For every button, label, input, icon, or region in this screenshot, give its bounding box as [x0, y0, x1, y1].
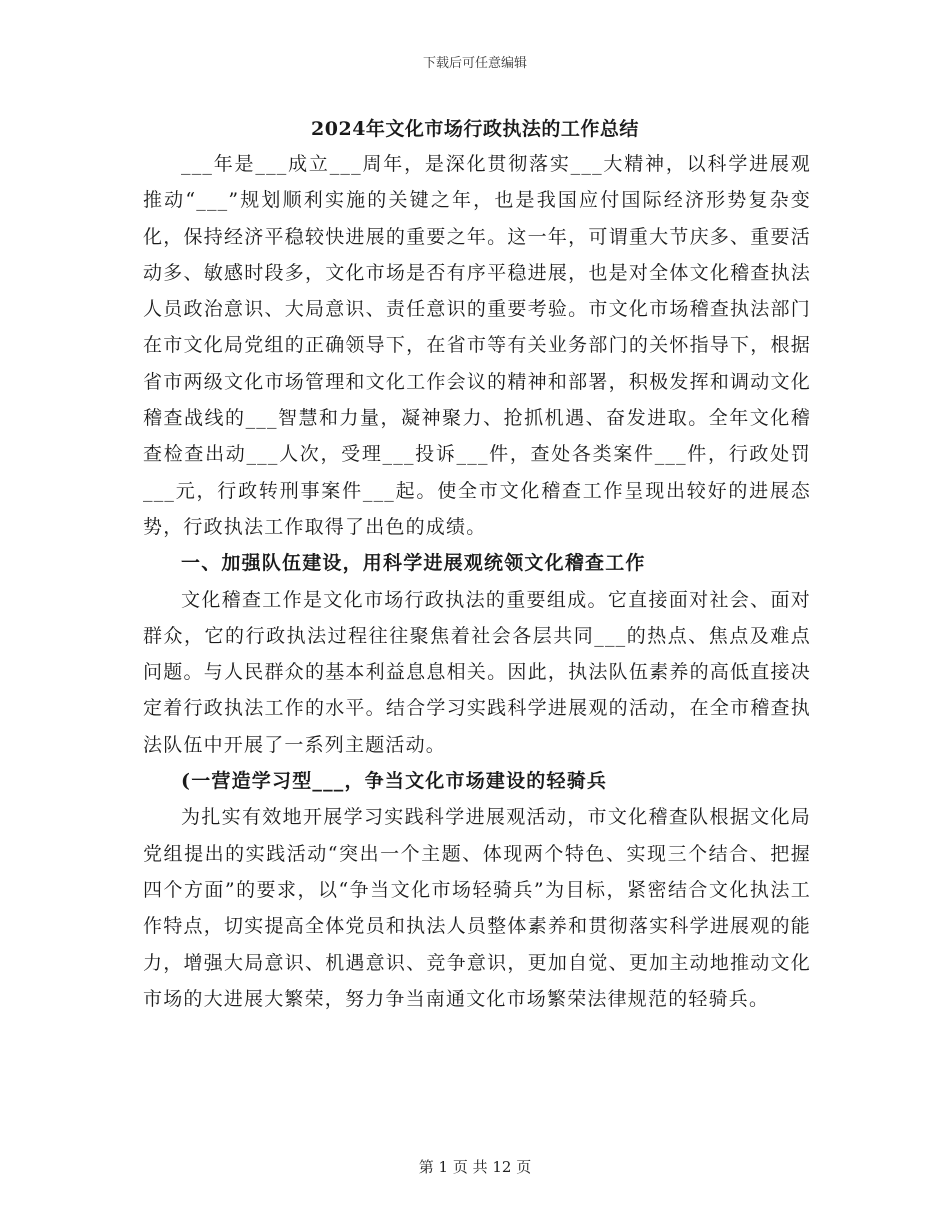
section-1-paragraph: 文化稽查工作是文化市场行政执法的重要组成。它直接面对社会、面对群众，它的行政执法过程往往聚焦着社会各层共同___的热点、焦点及难点问题。与人民群众的基本利益息息相关。因此，执法队伍素养的高低直接决定着行政执法工作的水平。结合学习实践科学进展观的活动，在全市稽查执法队伍中开展了一系列主题活动。 [143, 588, 811, 756]
document-title: 2024年文化市场行政执法的工作总结 [311, 118, 639, 140]
subsection-heading-1: (一营造学习型___，争当文化市场建设的轻骑兵 [181, 770, 608, 793]
subsection-1-paragraph: 为扎实有效地开展学习实践科学进展观活动，市文化稽查队根据文化局党组提出的实践活动“突出一个主题、体现两个特色、实现三个结合、把握四个方面”的要求，以“争当文化市场轻骑兵”为目标，紧密结合文化执法工作特点，切实提高全体党员和执法人员整体素养和贯彻落实科学进展观的能力，增强大局意识、机遇意识、竞争意识，更加自觉、更加主动地推动文化市场的大进展大繁荣，努力争当南通文化市场繁荣法律规范的轻骑兵。 [143, 806, 811, 1010]
page-number: 第 1 页 共 12 页 [418, 1158, 532, 1176]
section-heading-1: 一、加强队伍建设，用科学进展观统领文化稽查工作 [181, 552, 646, 575]
page-header-note: 下载后可任意编辑 [422, 56, 527, 71]
document-body [143, 146, 811, 1017]
intro-paragraph: ___年是___成立___周年，是深化贯彻落实___大精神，以科学进展观推动“___”规划顺利实施的关键之年，也是我国应付国际经济形势复杂变化，保持经济平稳较快进展的重要之年。这一年，可谓重大节庆多、重要活动多、敏感时段多，文化市场是否有序平稳进展，也是对全体文化稽查执法人员政治意识、大局意识、责任意识的重要考验。市文化市场稽查执法部门在市文化局党组的正确领导下，在省市等有关业务部门的关怀指导下，根据省市两级文化市场管理和文化工作会议的精神和部署，积极发挥和调动文化稽查战线的___智慧和力量，凝神聚力、抢抓机遇、奋发进取。全年文化稽查检查出动___人次，受理___投诉___件，查处各类案件___件，行政处罚___元，行政转刑事案件___起。使全市文化稽查工作呈现出较好的进展态势，行政执法工作取得了出色的成绩。 [143, 153, 811, 538]
